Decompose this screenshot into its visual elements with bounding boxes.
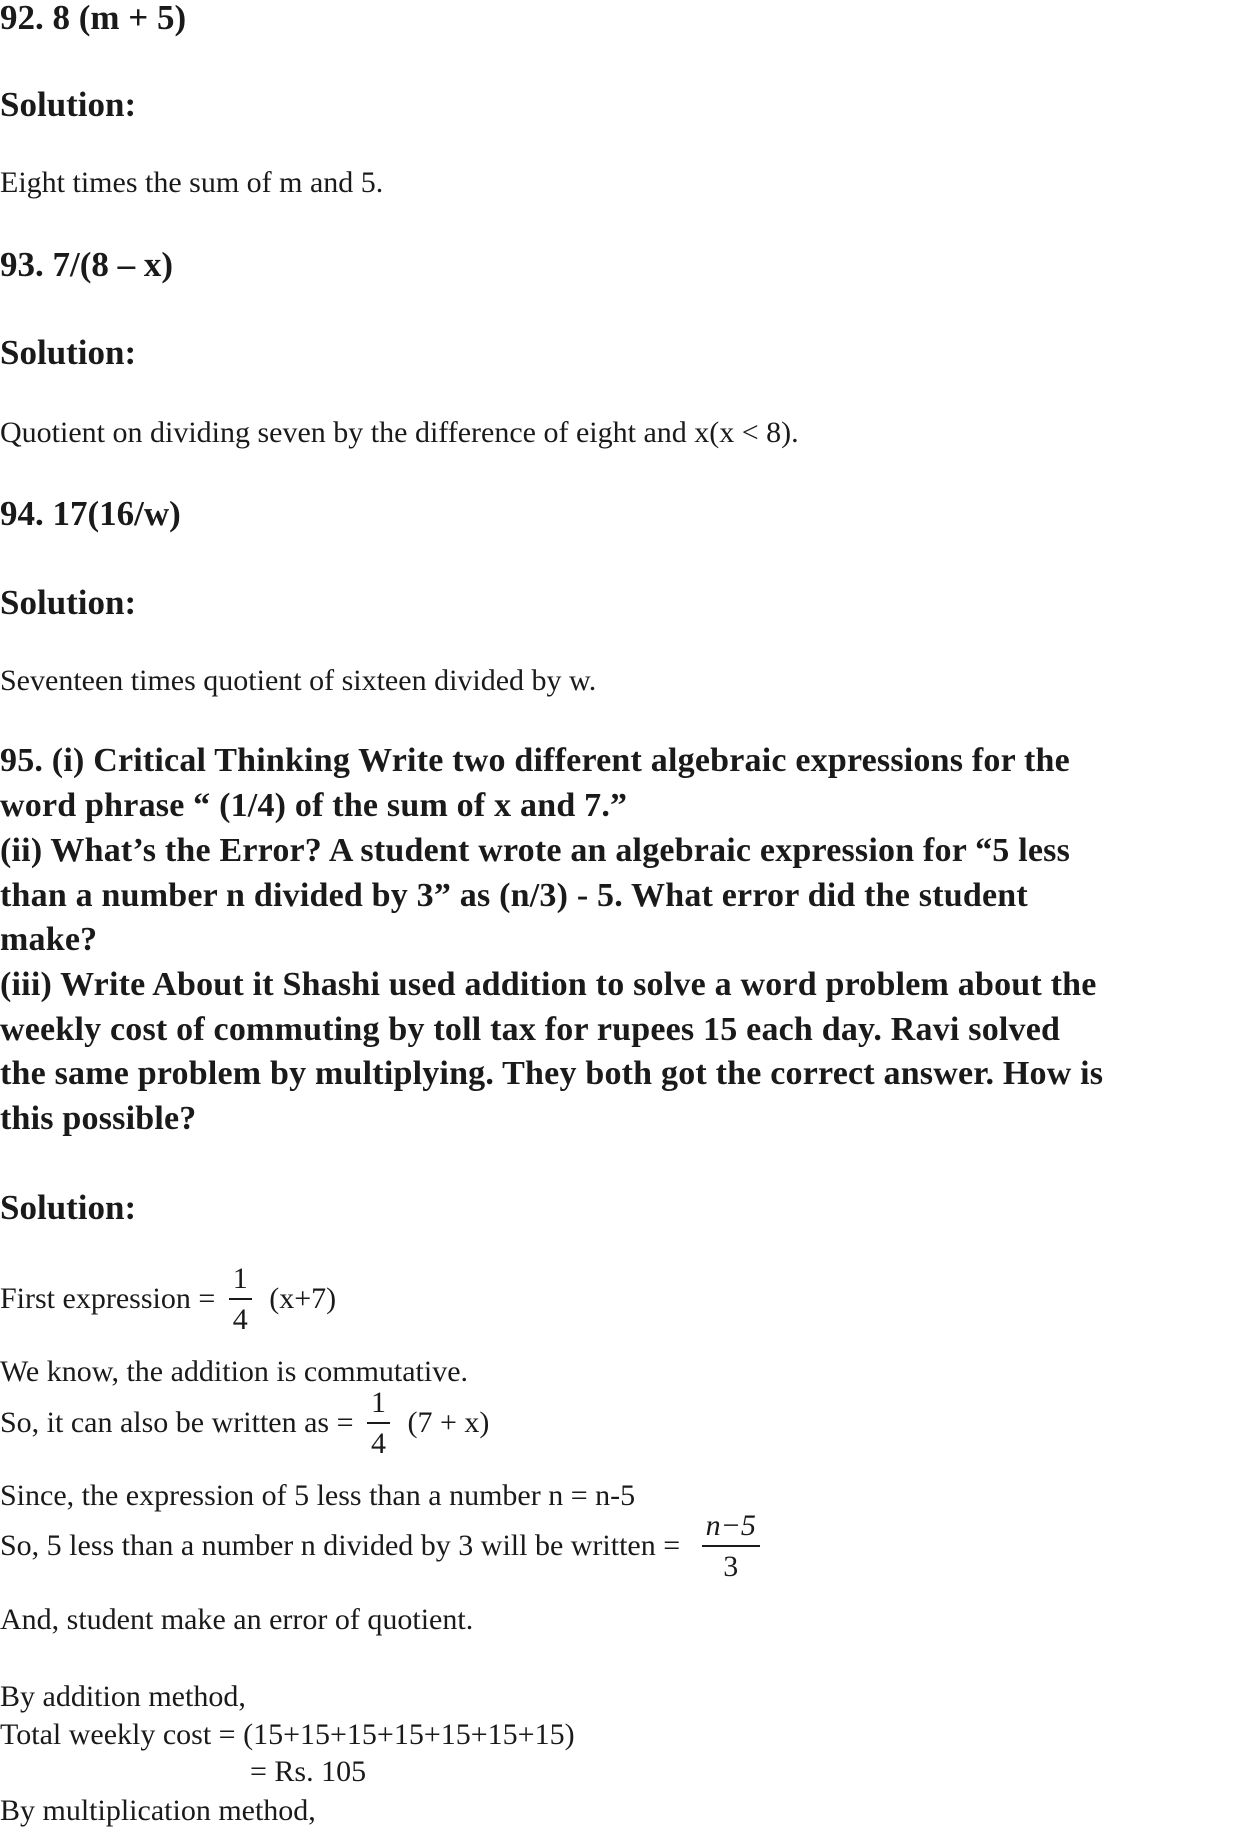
question-95-line: (iii) Write About it Shashi used addition to solve a word problem about the [0,966,1097,1003]
numerator: 1 [367,1387,390,1424]
total-result: = Rs. 105 [250,1755,367,1788]
solution-label: Solution: [0,333,137,372]
fraction-one-quarter [229,1263,252,1335]
question-95-line: this possible? [0,1100,197,1137]
question-95-line: 95. (i) Critical Thinking Write two different algebraic expressions for the [0,742,1070,779]
first-expression-prefix: First expression = [0,1281,216,1315]
divided-line [0,1509,770,1584]
divided-line-prefix: So, 5 less than a number n divided by 3 will be written = [0,1528,681,1562]
solution-label: Solution: [0,583,137,622]
answer-93: Quotient on dividing seven by the difference of eight and x(x < 8). [0,416,799,449]
alt-expression-suffix: (7 + x) [407,1405,490,1439]
commutative-line: We know, the addition is commutative. [0,1355,469,1388]
total-line: Total weekly cost = (15+15+15+15+15+15+15) [0,1718,575,1751]
answer-92: Eight times the sum of m and 5. [0,166,384,199]
question-95-line: weekly cost of commuting by toll tax for rupees 15 each day. Ravi solved [0,1011,1061,1048]
numerator: n−5 [702,1510,760,1547]
since-line: Since, the expression of 5 less than a number n = n-5 [0,1479,636,1512]
solution-label: Solution: [0,85,137,124]
first-expression-suffix: (x+7) [269,1281,337,1315]
denominator: 4 [232,1302,248,1336]
multiplication-label: By multiplication method, [0,1794,316,1827]
question-92-title: 92. 8 (m + 5) [0,0,187,37]
question-95-line: than a number n divided by 3” as (n/3) - 5. What error did the student [0,877,1028,914]
question-95-line: (ii) What’s the Error? A student wrote an algebraic expression for “5 less [0,832,1071,869]
denominator: 3 [723,1549,739,1583]
first-expression [0,1262,337,1337]
alt-expression-prefix: So, it can also be written as = [0,1405,354,1439]
question-95-line: word phrase “ (1/4) of the sum of x and 7.” [0,787,628,824]
question-95-line: the same problem by multiplying. They both got the correct answer. How is [0,1055,1104,1092]
error-line: And, student make an error of quotient. [0,1603,474,1636]
numerator: 1 [229,1263,252,1300]
denominator: 4 [371,1426,387,1460]
fraction-n-minus-5-over-3 [702,1510,760,1582]
alt-expression [0,1386,490,1461]
solution-label: Solution: [0,1188,137,1227]
question-94-title: 94. 17(16/w) [0,494,181,533]
fraction-one-quarter [367,1387,390,1459]
addition-label: By addition method, [0,1680,246,1713]
question-95-line: make? [0,921,98,958]
answer-94: Seventeen times quotient of sixteen divided by w. [0,664,597,697]
question-93-title: 93. 7/(8 – x) [0,245,174,284]
